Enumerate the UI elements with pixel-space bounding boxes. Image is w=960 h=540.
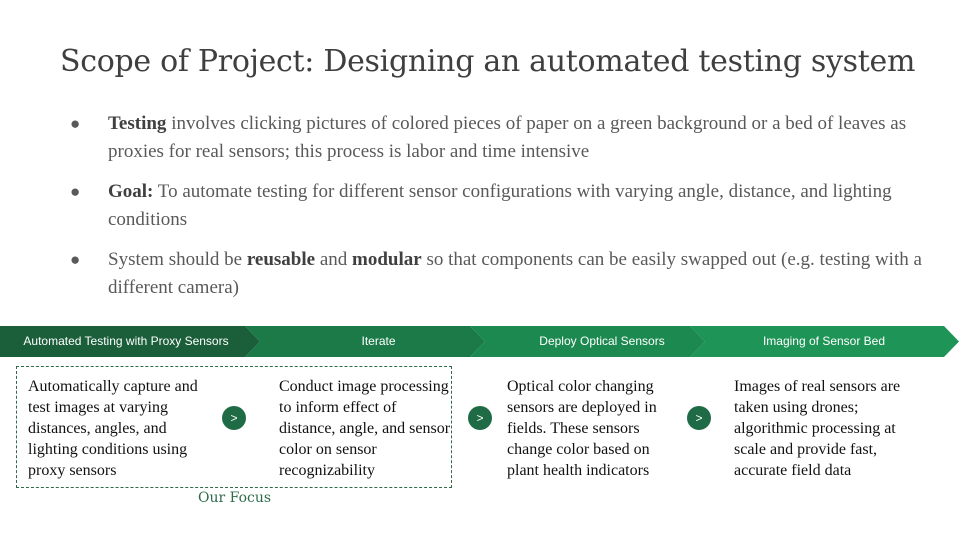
step-label-automated-testing: Automated Testing with Proxy Sensors bbox=[23, 334, 229, 348]
bullet-system bbox=[60, 246, 940, 302]
step-description-automated-testing: Automatically capture and test images at varying distances, angles, and lighting conditions using proxy sensors bbox=[28, 378, 198, 479]
bullet-text: involves clicking pictures of colored pieces of paper on a green background or a bed of leaves as proxies for real sensors; this process is labor and time intensive bbox=[108, 113, 907, 162]
bullet-bold-text: Testing bbox=[108, 113, 167, 134]
bullet-text: System should be bbox=[108, 249, 247, 270]
step-description-iterate: Conduct image processing to inform effect of distance, angle, and sensor color on sensor recognizability bbox=[279, 378, 451, 479]
bullet-dot-icon: ● bbox=[70, 114, 81, 133]
bullet-testing bbox=[60, 110, 940, 166]
bullet-bold-text: modular bbox=[352, 249, 422, 270]
next-arrow-icon: > bbox=[687, 406, 711, 430]
our-focus-label: Our Focus bbox=[198, 490, 272, 506]
step-label-deploy-sensors: Deploy Optical Sensors bbox=[539, 334, 665, 348]
bullet-dot-icon: ● bbox=[70, 182, 81, 201]
next-arrow-icon: > bbox=[222, 406, 246, 430]
bullet-goal bbox=[60, 178, 940, 234]
bullet-text: so that components can be easily swapped out (e.g. testing with a different camera) bbox=[108, 249, 922, 298]
step-description-deploy-sensors: Optical color changing sensors are deployed in fields. These sensors change color based on plant health indicators bbox=[507, 378, 657, 479]
step-description-imaging: Images of real sensors are taken using drones; algorithmic processing at scale and provide fast, accurate field data bbox=[734, 378, 901, 479]
step-label-iterate: Iterate bbox=[361, 334, 396, 348]
bullet-list bbox=[60, 110, 940, 314]
bullet-text: To automate testing for different sensor configurations with varying angle, distance, and lighting conditions bbox=[108, 181, 892, 230]
bullet-bold-text: reusable bbox=[246, 249, 316, 270]
bullet-dot-icon: ● bbox=[70, 250, 81, 269]
bullet-text: and bbox=[315, 249, 353, 270]
slide-title: Scope of Project: Designing an automated testing system bbox=[60, 44, 916, 79]
step-label-imaging: Imaging of Sensor Bed bbox=[762, 334, 886, 348]
next-arrow-icon: > bbox=[468, 406, 492, 430]
bullet-bold-text: Goal: bbox=[108, 181, 154, 202]
